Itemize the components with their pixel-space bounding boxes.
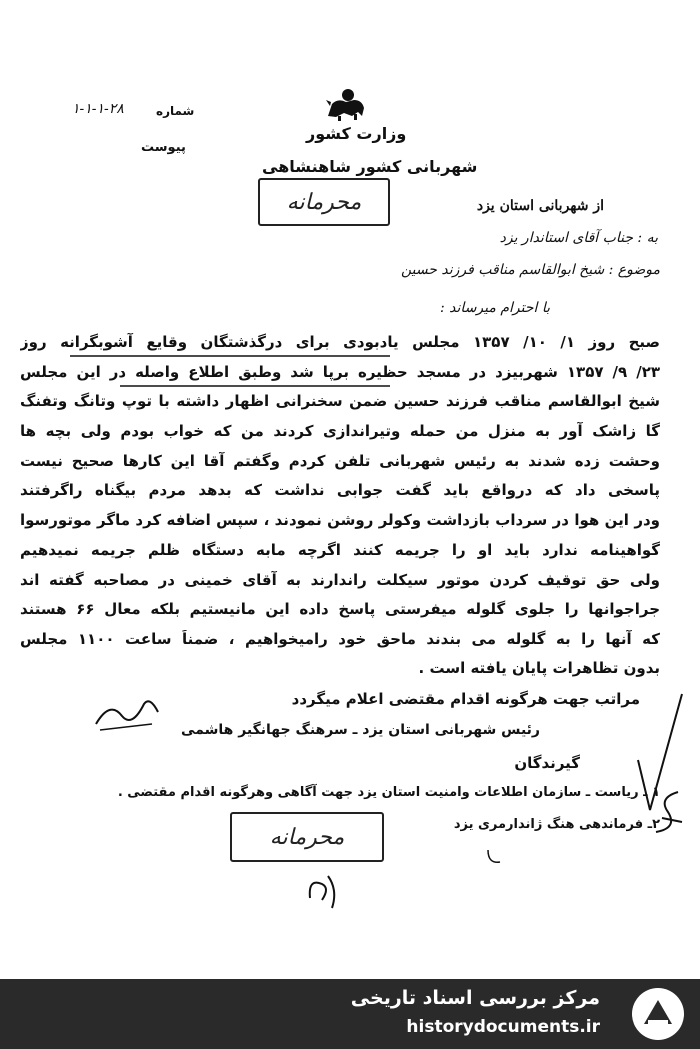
subject-line: موضوع : شیخ ابوالقاسم مناقب فرزند حسین xyxy=(400,262,660,278)
from-line: از شهربانی استان یزد xyxy=(476,198,604,214)
small-hook-mark xyxy=(484,848,504,868)
classification-stamp-top xyxy=(258,178,390,226)
body-line-8: گواهینامه ندارد باید او را جریمه کنند اگرچه مابه دستگاه ظلم جریمه نمیدهیم xyxy=(20,541,660,559)
handwritten-initials-mark xyxy=(304,868,344,912)
recipients-label: گیرندگان xyxy=(514,754,580,772)
handwritten-signature-mark xyxy=(92,694,162,734)
body-line-3: شیخ ابوالقاسم مناقب فرزند حسین ضمن سخنرانی اظهار داشته با توپ وتانگ وتفنگ xyxy=(20,392,660,410)
body-line-9: ولی حق توقیف کردن موتور سیکلت راندارند به آقای خمینی در مصاحبه گفته اند xyxy=(20,571,660,589)
margin-handwritten-note xyxy=(648,788,688,838)
recipient-1: ۱ ـ ریاست ـ سازمان اطلاعات وامنیت استان یزد جهت آگاهی وهرگونه اقدام مقتضی . xyxy=(117,785,660,800)
body-line-1: صبح روز ۱/ ۱۰/ ۱۳۵۷ مجلس یادبودی برای درگذشتگان وقایع آشوبگرانه روز xyxy=(20,333,660,351)
footer-url[interactable]: historydocuments.ir xyxy=(406,1017,600,1037)
stamp-top-text: محرمانه xyxy=(286,189,362,215)
underline-mark-2 xyxy=(120,384,390,388)
classification-stamp-bottom xyxy=(230,812,384,862)
body-line-10: جراجوانها را جلوی گلوله میفرستی پاسخ داده این مانیستیم بلکه معال ۶۶ هستند xyxy=(20,600,660,618)
body-line-2: ۲۳/ ۹/ ۱۳۵۷ شهربیزد در مسجد حظیره برپا شد وطبق اطلاع واصله در این مجلس xyxy=(20,363,660,381)
lion-sun-emblem-icon xyxy=(324,86,368,122)
signature-line: رئیس شهربانی استان یزد ـ سرهنگ جهانگیر هاشمی xyxy=(181,722,540,738)
ministry-title: وزارت کشور xyxy=(306,124,407,143)
agency-title: شهربانی کشور شاهنشاهی xyxy=(262,157,478,176)
stamp-bottom-text: محرمانه xyxy=(269,824,345,850)
number-value: ۱-۱-۱-۲۸ xyxy=(72,101,124,117)
archive-logo-icon xyxy=(630,986,686,1042)
footer-watermark-bar xyxy=(0,979,700,1049)
recipient-2: ۲ـ فرماندهی هنگ ژاندارمری یزد xyxy=(453,817,660,832)
closing-line: مراتب جهت هرگونه اقدام مقتضی اعلام میگردد xyxy=(291,690,640,708)
body-line-4: گا زاشک آور به منزل من حمله وتیراندازی کردند من که خواب بودم ولی بچه ها xyxy=(20,422,660,440)
body-line-11: که آنها را به گلوله می بندند ماحق خود رامیخواهیم ، ضمناً ساعت ۱۱۰۰ مجلس xyxy=(20,630,660,648)
salutation: با احترام میرساند : xyxy=(440,300,550,316)
to-line: به : جناب آقای استاندار یزد xyxy=(499,230,658,246)
attachment-label: پیوست xyxy=(141,140,186,155)
body-line-5: وحشت زده شدند به رئیس شهربانی تلفن کردم وگفتم آقا این کارها صحیح نیست xyxy=(20,452,660,470)
number-label: شماره xyxy=(156,104,195,118)
body-line-6: پاسخی داد که درواقع باید گفت جوابی نداشت که بدهد مردم بیگناه راگرفتند xyxy=(20,481,660,499)
footer-title: مرکز بررسی اسناد تاریخی xyxy=(350,987,600,1009)
underline-mark-1 xyxy=(70,354,390,358)
body-line-12: بدون تظاهرات پایان یافته است . xyxy=(418,659,660,677)
body-line-7: ودر این هوا در سرداب بازداشت وکولر روشن نمودند ، سپس اضافه کرد ماگر موتورسوا xyxy=(20,511,660,529)
